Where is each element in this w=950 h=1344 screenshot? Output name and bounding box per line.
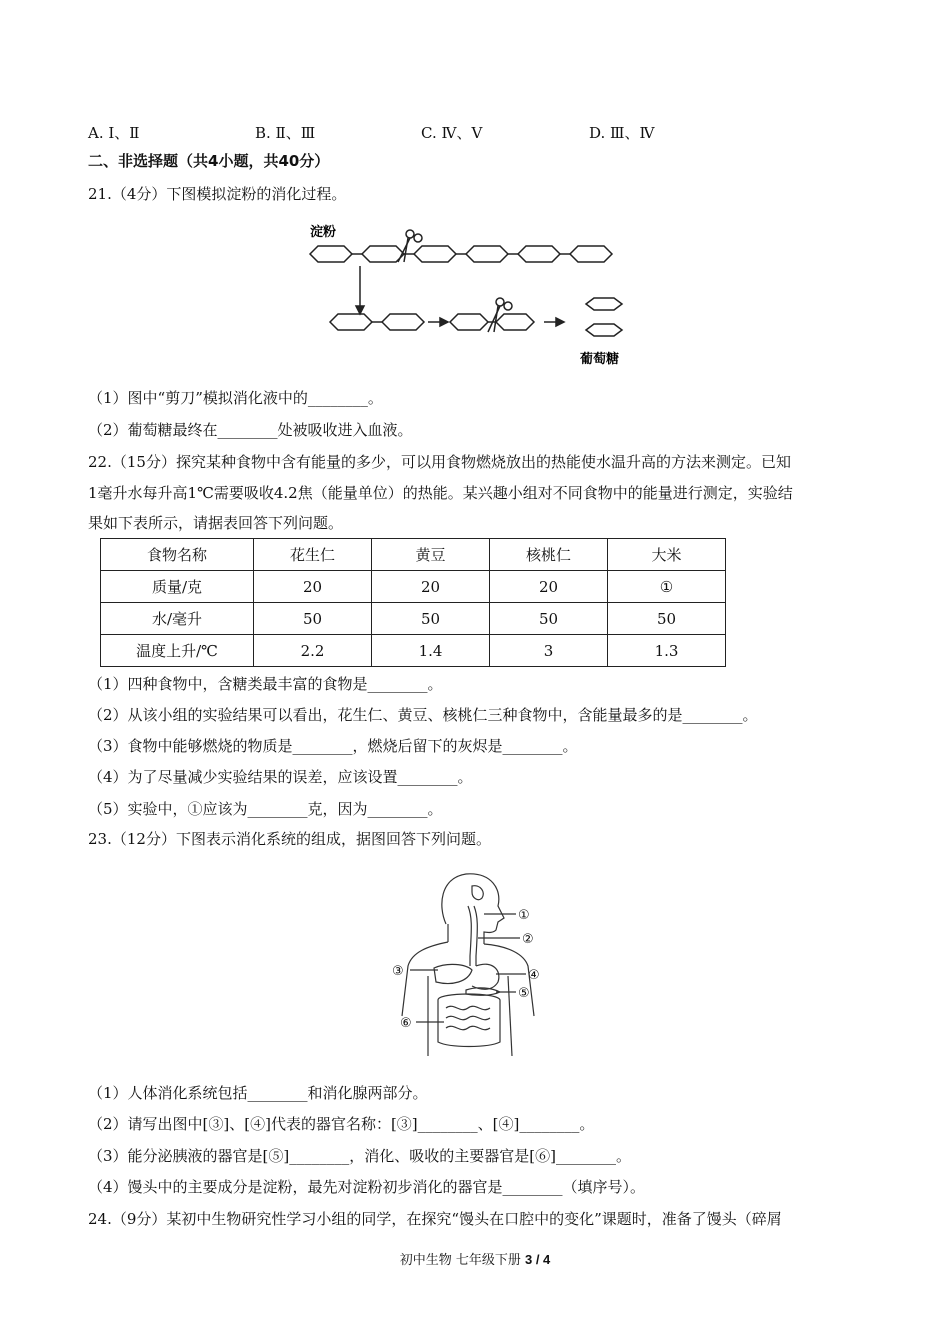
q22-sub5: （5）实验中，①应该为________克，因为________。: [88, 800, 443, 818]
label-glucose: 葡萄糖: [580, 352, 620, 367]
marker-2: ②: [522, 932, 534, 947]
choice-d: D. Ⅲ、Ⅳ: [589, 124, 655, 142]
choice-b: B. Ⅱ、Ⅲ: [255, 124, 316, 142]
label-starch: 淀粉: [310, 225, 337, 240]
food-energy-table: [100, 538, 726, 667]
marker-5: ⑤: [518, 986, 530, 1001]
choice-c: C. Ⅳ、Ⅴ: [421, 124, 483, 142]
q21-sub2: （2）葡萄糖最终在________处被吸收进入血液。: [88, 421, 413, 439]
table-row: 食物名称 花生仁 黄豆 核桃仁 大米: [101, 539, 726, 571]
q22-sub4: （4）为了尽量减少实验结果的误差，应该设置________。: [88, 768, 473, 786]
q21-sub1: （1）图中“剪刀”模拟消化液中的________。: [88, 389, 383, 407]
q22-sub3: （3）食物中能够燃烧的物质是________，燃烧后留下的灰烬是________。: [88, 737, 578, 755]
choice-a: A. Ⅰ、Ⅱ: [88, 124, 140, 142]
marker-6: ⑥: [400, 1016, 412, 1031]
page-number: 3 / 4: [524, 1252, 551, 1267]
q23-stem: 23.（12分）下图表示消化系统的组成，据图回答下列问题。: [88, 830, 491, 848]
footer-text: 初中生物 七年级下册: [399, 1253, 525, 1268]
q23-sub3: （3）能分泌胰液的器官是[⑤]________，消化、吸收的主要器官是[⑥]________。: [88, 1147, 631, 1165]
marker-4: ④: [528, 968, 540, 983]
q22-sub1: （1）四种食物中，含糖类最丰富的食物是________。: [88, 675, 443, 693]
q22-stem-3: 果如下表所示，请据表回答下列问题。: [88, 514, 344, 532]
q22-sub2: （2）从该小组的实验结果可以看出，花生仁、黄豆、核桃仁三种食物中，含能量最多的是________。: [88, 706, 758, 724]
starch-digestion-figure: [300, 218, 660, 373]
page-footer: [0, 1249, 950, 1268]
q23-sub1: （1）人体消化系统包括________和消化腺两部分。: [88, 1084, 428, 1102]
q23-sub2: （2）请写出图中[③]、[④]代表的器官名称：[③]________、[④]________。: [88, 1115, 595, 1133]
q23-sub4: （4）馒头中的主要成分是淀粉，最先对淀粉初步消化的器官是________（填序号）。: [88, 1178, 646, 1196]
q21-stem: 21.（4分）下图模拟淀粉的消化过程。: [88, 185, 347, 203]
table-row: 质量/克 20 20 20 ①: [101, 571, 726, 603]
section-heading: 二、非选择题（共4小题，共40分）: [88, 152, 330, 170]
q22-stem-1: 22.（15分）探究某种食物中含有能量的多少，可以用食物燃烧放出的热能使水温升高的方法来测定。已知: [88, 453, 791, 471]
marker-3: ③: [392, 964, 404, 979]
q24-stem: 24.（9分）某初中生物研究性学习小组的同学，在探究“馒头在口腔中的变化”课题时，准备了馒头（碎屑: [88, 1210, 782, 1228]
q22-stem-2: 1毫升水每升高1℃需要吸收4.2焦（能量单位）的热能。某兴趣小组对不同食物中的能量进行测定，实验结: [88, 484, 793, 502]
table-row: 温度上升/℃ 2.2 1.4 3 1.3: [101, 635, 726, 667]
marker-1: ①: [518, 908, 530, 923]
table-row: 水/毫升 50 50 50 50: [101, 603, 726, 635]
digestive-system-figure: [388, 866, 558, 1066]
